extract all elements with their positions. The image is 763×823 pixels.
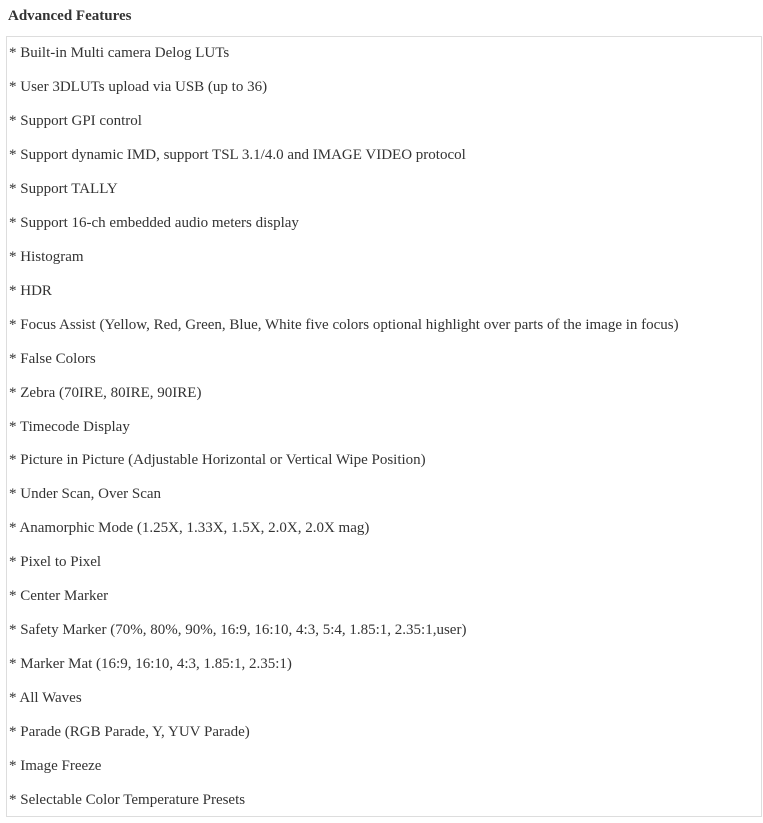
- feature-item: * Parade (RGB Parade, Y, YUV Parade): [9, 724, 250, 740]
- feature-item: * Support 16-ch embedded audio meters display: [9, 215, 299, 231]
- feature-item: * Pixel to Pixel: [9, 554, 102, 570]
- feature-item: * Marker Mat (16:9, 16:10, 4:3, 1.85:1, 2.35:1): [9, 656, 292, 672]
- feature-item: * Picture in Picture (Adjustable Horizontal or Vertical Wipe Position): [9, 452, 426, 468]
- feature-item: * Center Marker: [9, 588, 109, 604]
- feature-item: * Safety Marker (70%, 80%, 90%, 16:9, 16:10, 4:3, 5:4, 1.85:1, 2.35:1,user): [9, 622, 467, 638]
- feature-item: * Support GPI control: [9, 113, 142, 129]
- feature-item: * Focus Assist (Yellow, Red, Green, Blue, White five colors optional highlight over parts of the image in focus): [9, 317, 679, 333]
- feature-item: * Built-in Multi camera Delog LUTs: [9, 45, 230, 61]
- feature-item: * Histogram: [9, 249, 84, 265]
- feature-item: * Support dynamic IMD, support TSL 3.1/4.0 and IMAGE VIDEO protocol: [9, 147, 466, 163]
- feature-item: * Anamorphic Mode (1.25X, 1.33X, 1.5X, 2.0X, 2.0X mag): [9, 520, 370, 536]
- feature-item: * False Colors: [9, 351, 96, 367]
- feature-item: * Support TALLY: [9, 181, 118, 197]
- feature-item: * HDR: [9, 283, 52, 299]
- feature-item: * Selectable Color Temperature Presets: [9, 792, 246, 808]
- feature-item: * User 3DLUTs upload via USB (up to 36): [9, 79, 268, 95]
- feature-item: * Image Freeze: [9, 758, 102, 774]
- features-table: [6, 36, 762, 817]
- feature-item: * Zebra (70IRE, 80IRE, 90IRE): [9, 385, 202, 401]
- section-title: Advanced Features: [8, 8, 132, 24]
- feature-item: * All Waves: [9, 690, 82, 706]
- feature-item: * Under Scan, Over Scan: [9, 486, 162, 502]
- feature-item: * Timecode Display: [9, 419, 130, 435]
